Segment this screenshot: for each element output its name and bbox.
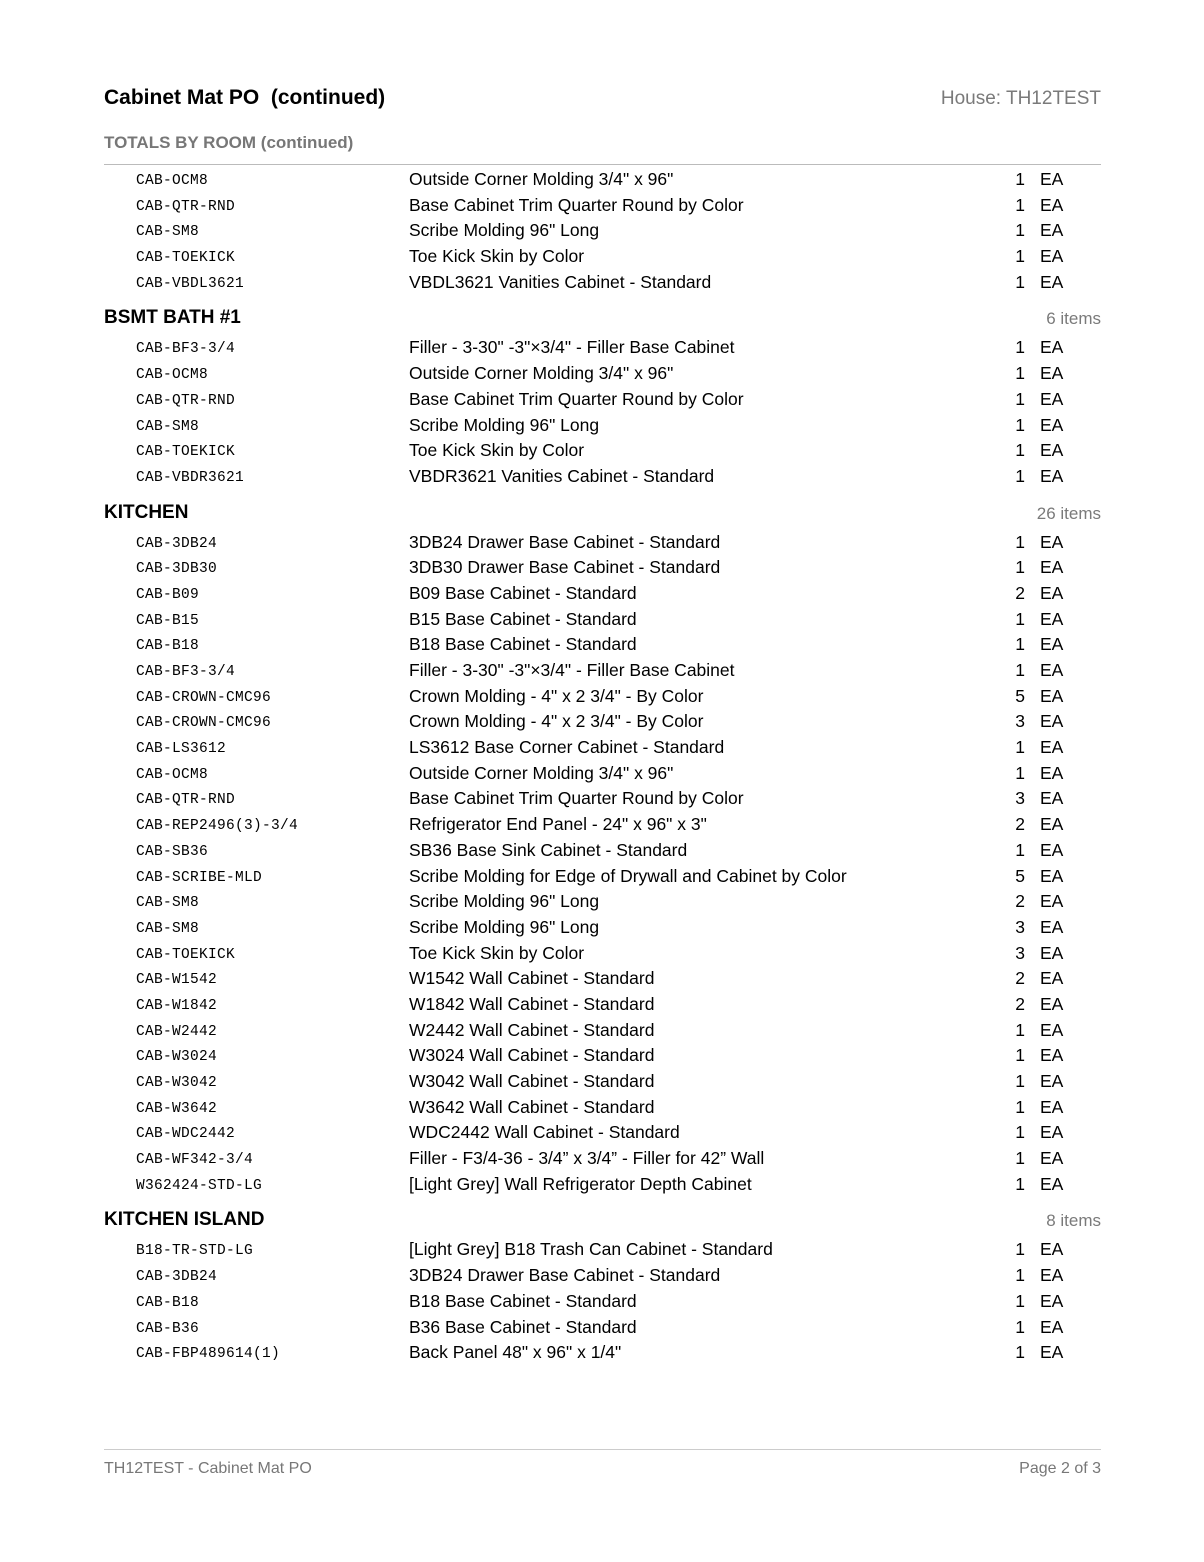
- item-description: 3DB24 Drawer Base Cabinet - Standard: [409, 1265, 721, 1286]
- table-row: [104, 1316, 1101, 1342]
- item-code: CAB-REP2496(3)-3/4: [136, 818, 299, 835]
- item-quantity: 1: [1015, 660, 1025, 680]
- item-code: CAB-VBDR3621: [136, 469, 245, 486]
- item-unit: EA: [1040, 1290, 1064, 1311]
- table-row: [104, 1019, 1101, 1045]
- item-quantity: 3: [1015, 942, 1025, 963]
- item-code: CAB-OCM8: [136, 766, 209, 783]
- item-description: Base Cabinet Trim Quarter Round by Color: [409, 388, 744, 409]
- item-quantity: 1: [1015, 465, 1025, 486]
- item-code: CAB-SM8: [136, 920, 200, 937]
- item-unit: EA: [1040, 1173, 1064, 1194]
- item-code: CAB-SCRIBE-MLD: [136, 869, 263, 886]
- item-quantity: 3: [1015, 788, 1025, 809]
- item-quantity: 1: [1015, 1071, 1025, 1091]
- item-unit: EA: [1040, 1122, 1064, 1143]
- item-quantity: 1: [1015, 634, 1025, 655]
- item-code: CAB-QTR-RND: [136, 198, 236, 215]
- table-row: [104, 1147, 1101, 1173]
- item-unit: EA: [1040, 557, 1064, 578]
- item-code: CAB-CROWN-CMC96: [136, 715, 272, 732]
- item-description: Outside Corner Molding 3/4" x 96": [409, 169, 674, 189]
- item-unit: EA: [1040, 1019, 1064, 1040]
- table-row: [104, 1070, 1101, 1096]
- table-row: [104, 388, 1101, 414]
- table-row: [104, 942, 1101, 968]
- table-row: [104, 685, 1101, 711]
- item-description: Base Cabinet Trim Quarter Round by Color: [409, 788, 744, 809]
- item-code: CAB-W1842: [136, 997, 218, 1014]
- table-row: [104, 465, 1101, 491]
- item-description: B36 Base Cabinet - Standard: [409, 1316, 637, 1337]
- table-row: [104, 194, 1101, 220]
- item-unit: EA: [1040, 194, 1064, 215]
- item-description: W3642 Wall Cabinet - Standard: [409, 1096, 655, 1117]
- table-row: [104, 633, 1101, 659]
- item-code: CAB-OCM8: [136, 367, 209, 384]
- item-unit: EA: [1040, 634, 1064, 655]
- item-quantity: 1: [1015, 737, 1025, 758]
- table-row: [104, 659, 1101, 685]
- table-row: [104, 362, 1101, 388]
- page-title: Cabinet Mat PO (continued): [104, 86, 386, 109]
- table-row: [104, 916, 1101, 942]
- item-quantity: 1: [1015, 762, 1025, 783]
- room-item-count: 8 items: [1046, 1211, 1101, 1231]
- item-code: CAB-VBDL3621: [136, 275, 245, 292]
- item-unit: EA: [1040, 762, 1064, 783]
- item-unit: EA: [1040, 465, 1064, 486]
- item-description: Outside Corner Molding 3/4" x 96": [409, 762, 674, 783]
- item-unit: EA: [1040, 337, 1064, 358]
- item-quantity: 1: [1015, 608, 1025, 629]
- room-header: [104, 1198, 1101, 1238]
- table-row: [104, 1341, 1101, 1367]
- item-code: CAB-TOEKICK: [136, 250, 236, 267]
- header-divider: [104, 164, 1101, 165]
- item-code: CAB-W1542: [136, 972, 218, 989]
- item-code: CAB-W2442: [136, 1023, 218, 1040]
- item-unit: EA: [1040, 608, 1064, 629]
- item-unit: EA: [1040, 531, 1064, 552]
- item-code: CAB-W3042: [136, 1075, 218, 1091]
- item-description: Filler - F3/4-36 - 3/4” x 3/4” - Filler for 42” Wall: [409, 1148, 765, 1169]
- item-description: VBDR3621 Vanities Cabinet - Standard: [409, 465, 715, 486]
- table-row: [104, 414, 1101, 440]
- table-row: [104, 787, 1101, 813]
- item-description: Outside Corner Molding 3/4" x 96": [409, 363, 674, 384]
- item-quantity: 1: [1015, 363, 1025, 384]
- item-unit: EA: [1040, 169, 1064, 189]
- item-description: Crown Molding - 4" x 2 3/4" - By Color: [409, 685, 704, 706]
- item-unit: EA: [1040, 1045, 1064, 1066]
- item-description: Refrigerator End Panel - 24" x 96" x 3": [409, 814, 707, 835]
- report-header: [104, 86, 1101, 114]
- item-description: [Light Grey] Wall Refrigerator Depth Cabinet: [409, 1173, 752, 1194]
- table-row: [104, 1096, 1101, 1122]
- table-row: [104, 839, 1101, 865]
- item-quantity: 1: [1015, 1316, 1025, 1337]
- footer-document-name: TH12TEST - Cabinet Mat PO: [104, 1460, 312, 1477]
- item-code: CAB-SM8: [136, 224, 200, 241]
- item-unit: EA: [1040, 711, 1064, 732]
- house-label: House: TH12TEST: [940, 88, 1101, 109]
- table-row: [104, 556, 1101, 582]
- item-unit: EA: [1040, 660, 1064, 680]
- item-unit: EA: [1040, 968, 1064, 989]
- item-unit: EA: [1040, 440, 1064, 461]
- table-row: [104, 1264, 1101, 1290]
- room-name: KITCHEN: [104, 501, 189, 523]
- item-code: CAB-SB36: [136, 843, 209, 860]
- item-quantity: 1: [1015, 440, 1025, 461]
- table-row: [104, 608, 1101, 634]
- table-row: [104, 813, 1101, 839]
- room-name: KITCHEN ISLAND: [104, 1209, 265, 1231]
- item-description: 3DB24 Drawer Base Cabinet - Standard: [409, 531, 721, 552]
- item-description: Base Cabinet Trim Quarter Round by Color: [409, 194, 744, 215]
- table-row: [104, 336, 1101, 362]
- item-description: B18 Base Cabinet - Standard: [409, 634, 637, 655]
- item-quantity: 1: [1015, 531, 1025, 552]
- item-quantity: 1: [1015, 169, 1025, 189]
- item-unit: EA: [1040, 993, 1064, 1014]
- table-row: [104, 245, 1101, 271]
- item-code: W362424-STD-LG: [136, 1177, 263, 1194]
- item-description: WDC2442 Wall Cabinet - Standard: [409, 1122, 680, 1143]
- item-code: CAB-3DB30: [136, 561, 218, 578]
- item-quantity: 1: [1015, 388, 1025, 409]
- item-code: CAB-WDC2442: [136, 1126, 236, 1143]
- table-row: [104, 1044, 1101, 1070]
- item-quantity: 1: [1015, 1265, 1025, 1286]
- item-quantity: 1: [1015, 1239, 1025, 1260]
- item-quantity: 1: [1015, 220, 1025, 241]
- item-unit: EA: [1040, 388, 1064, 409]
- item-quantity: 1: [1015, 414, 1025, 435]
- item-unit: EA: [1040, 865, 1064, 886]
- table-row: [104, 531, 1101, 557]
- footer-page-number: Page 2 of 3: [1019, 1460, 1101, 1477]
- item-description: Back Panel 48" x 96" x 1/4": [409, 1342, 622, 1363]
- room-header: [104, 491, 1101, 531]
- item-unit: EA: [1040, 1239, 1064, 1260]
- item-code: CAB-SM8: [136, 895, 200, 912]
- table-row: [104, 865, 1101, 891]
- room-item-count: 6 items: [1046, 309, 1101, 329]
- item-quantity: 2: [1015, 814, 1025, 835]
- item-code: CAB-B15: [136, 612, 200, 629]
- item-quantity: 2: [1015, 582, 1025, 603]
- item-unit: EA: [1040, 220, 1064, 241]
- item-description: 3DB30 Drawer Base Cabinet - Standard: [409, 557, 721, 578]
- item-description: Scribe Molding 96" Long: [409, 414, 600, 435]
- item-description: W1842 Wall Cabinet - Standard: [409, 993, 655, 1014]
- item-quantity: 1: [1015, 1122, 1025, 1143]
- item-code: CAB-B18: [136, 638, 200, 655]
- item-unit: EA: [1040, 814, 1064, 835]
- table-row: [104, 219, 1101, 245]
- item-code: CAB-QTR-RND: [136, 392, 236, 409]
- item-code: CAB-W3024: [136, 1049, 218, 1066]
- item-unit: EA: [1040, 582, 1064, 603]
- item-description: Toe Kick Skin by Color: [409, 440, 585, 461]
- room-item-count: 26 items: [1036, 503, 1101, 523]
- item-quantity: 1: [1015, 1045, 1025, 1066]
- table-row: [104, 762, 1101, 788]
- item-description: Filler - 3-30" -3"×3/4" - Filler Base Cabinet: [409, 660, 735, 680]
- room-totals-list: [104, 168, 1101, 1367]
- item-unit: EA: [1040, 246, 1064, 267]
- table-row: [104, 736, 1101, 762]
- item-code: B18-TR-STD-LG: [136, 1243, 254, 1260]
- item-unit: EA: [1040, 839, 1064, 860]
- table-row: [104, 582, 1101, 608]
- item-code: CAB-3DB24: [136, 1269, 218, 1286]
- item-description: W1542 Wall Cabinet - Standard: [409, 968, 655, 989]
- item-description: Scribe Molding for Edge of Drywall and Cabinet by Color: [409, 865, 847, 886]
- item-quantity: 1: [1015, 337, 1025, 358]
- item-code: CAB-TOEKICK: [136, 444, 236, 461]
- table-row: [104, 1173, 1101, 1199]
- table-row: [104, 168, 1101, 194]
- item-quantity: 5: [1015, 865, 1025, 886]
- item-code: CAB-W3642: [136, 1100, 218, 1117]
- item-quantity: 2: [1015, 891, 1025, 912]
- item-quantity: 1: [1015, 1342, 1025, 1363]
- item-description: B09 Base Cabinet - Standard: [409, 582, 637, 603]
- item-description: [Light Grey] B18 Trash Can Cabinet - Standard: [409, 1239, 773, 1260]
- table-row: [104, 439, 1101, 465]
- item-description: W3042 Wall Cabinet - Standard: [409, 1071, 655, 1091]
- item-description: W2442 Wall Cabinet - Standard: [409, 1019, 655, 1040]
- item-unit: EA: [1040, 788, 1064, 809]
- item-unit: EA: [1040, 1148, 1064, 1169]
- table-row: [104, 1121, 1101, 1147]
- item-quantity: 1: [1015, 1019, 1025, 1040]
- item-description: B18 Base Cabinet - Standard: [409, 1290, 637, 1311]
- room-name: BSMT BATH #1: [104, 307, 241, 329]
- item-code: CAB-B18: [136, 1294, 200, 1311]
- footer-divider: [104, 1449, 1101, 1450]
- item-unit: EA: [1040, 1071, 1064, 1091]
- item-quantity: 1: [1015, 1148, 1025, 1169]
- item-code: CAB-TOEKICK: [136, 946, 236, 963]
- table-row: [104, 1238, 1101, 1264]
- item-quantity: 3: [1015, 916, 1025, 937]
- item-quantity: 1: [1015, 1096, 1025, 1117]
- item-quantity: 1: [1015, 271, 1025, 292]
- item-code: CAB-SM8: [136, 418, 200, 435]
- item-unit: EA: [1040, 891, 1064, 912]
- item-description: W3024 Wall Cabinet - Standard: [409, 1045, 655, 1066]
- item-code: CAB-CROWN-CMC96: [136, 689, 272, 706]
- item-description: B15 Base Cabinet - Standard: [409, 608, 637, 629]
- item-code: CAB-BF3-3/4: [136, 341, 236, 358]
- table-row: [104, 271, 1101, 297]
- table-row: [104, 993, 1101, 1019]
- item-unit: EA: [1040, 942, 1064, 963]
- item-unit: EA: [1040, 414, 1064, 435]
- item-quantity: 5: [1015, 685, 1025, 706]
- room-header: [104, 296, 1101, 336]
- item-description: Crown Molding - 4" x 2 3/4" - By Color: [409, 711, 704, 732]
- item-quantity: 3: [1015, 711, 1025, 732]
- item-description: VBDL3621 Vanities Cabinet - Standard: [409, 271, 712, 292]
- item-description: Filler - 3-30" -3"×3/4" - Filler Base Cabinet: [409, 337, 735, 358]
- item-code: CAB-WF342-3/4: [136, 1152, 254, 1169]
- item-description: Scribe Molding 96" Long: [409, 891, 600, 912]
- item-quantity: 1: [1015, 1290, 1025, 1311]
- item-unit: EA: [1040, 1096, 1064, 1117]
- item-quantity: 2: [1015, 968, 1025, 989]
- item-unit: EA: [1040, 363, 1064, 384]
- item-unit: EA: [1040, 1316, 1064, 1337]
- item-code: CAB-QTR-RND: [136, 792, 236, 809]
- item-description: LS3612 Base Corner Cabinet - Standard: [409, 737, 725, 758]
- section-label: TOTALS BY ROOM (continued): [104, 133, 354, 152]
- item-description: Scribe Molding 96" Long: [409, 916, 600, 937]
- table-row: [104, 967, 1101, 993]
- item-description: Toe Kick Skin by Color: [409, 246, 585, 267]
- item-code: CAB-B36: [136, 1320, 200, 1337]
- item-unit: EA: [1040, 737, 1064, 758]
- item-description: Toe Kick Skin by Color: [409, 942, 585, 963]
- table-row: [104, 890, 1101, 916]
- item-code: CAB-FBP489614(1): [136, 1346, 281, 1363]
- item-description: SB36 Base Sink Cabinet - Standard: [409, 839, 688, 860]
- item-unit: EA: [1040, 916, 1064, 937]
- table-row: [104, 710, 1101, 736]
- item-unit: EA: [1040, 685, 1064, 706]
- item-quantity: 1: [1015, 557, 1025, 578]
- item-code: CAB-3DB24: [136, 535, 218, 552]
- item-quantity: 1: [1015, 839, 1025, 860]
- item-unit: EA: [1040, 1265, 1064, 1286]
- item-unit: EA: [1040, 271, 1064, 292]
- item-code: CAB-B09: [136, 586, 200, 603]
- item-quantity: 1: [1015, 246, 1025, 267]
- item-quantity: 1: [1015, 1173, 1025, 1194]
- item-description: Scribe Molding 96" Long: [409, 220, 600, 241]
- item-code: CAB-LS3612: [136, 741, 227, 758]
- item-code: CAB-OCM8: [136, 173, 209, 189]
- item-quantity: 1: [1015, 194, 1025, 215]
- item-quantity: 2: [1015, 993, 1025, 1014]
- table-row: [104, 1290, 1101, 1316]
- item-unit: EA: [1040, 1342, 1064, 1363]
- item-code: CAB-BF3-3/4: [136, 664, 236, 680]
